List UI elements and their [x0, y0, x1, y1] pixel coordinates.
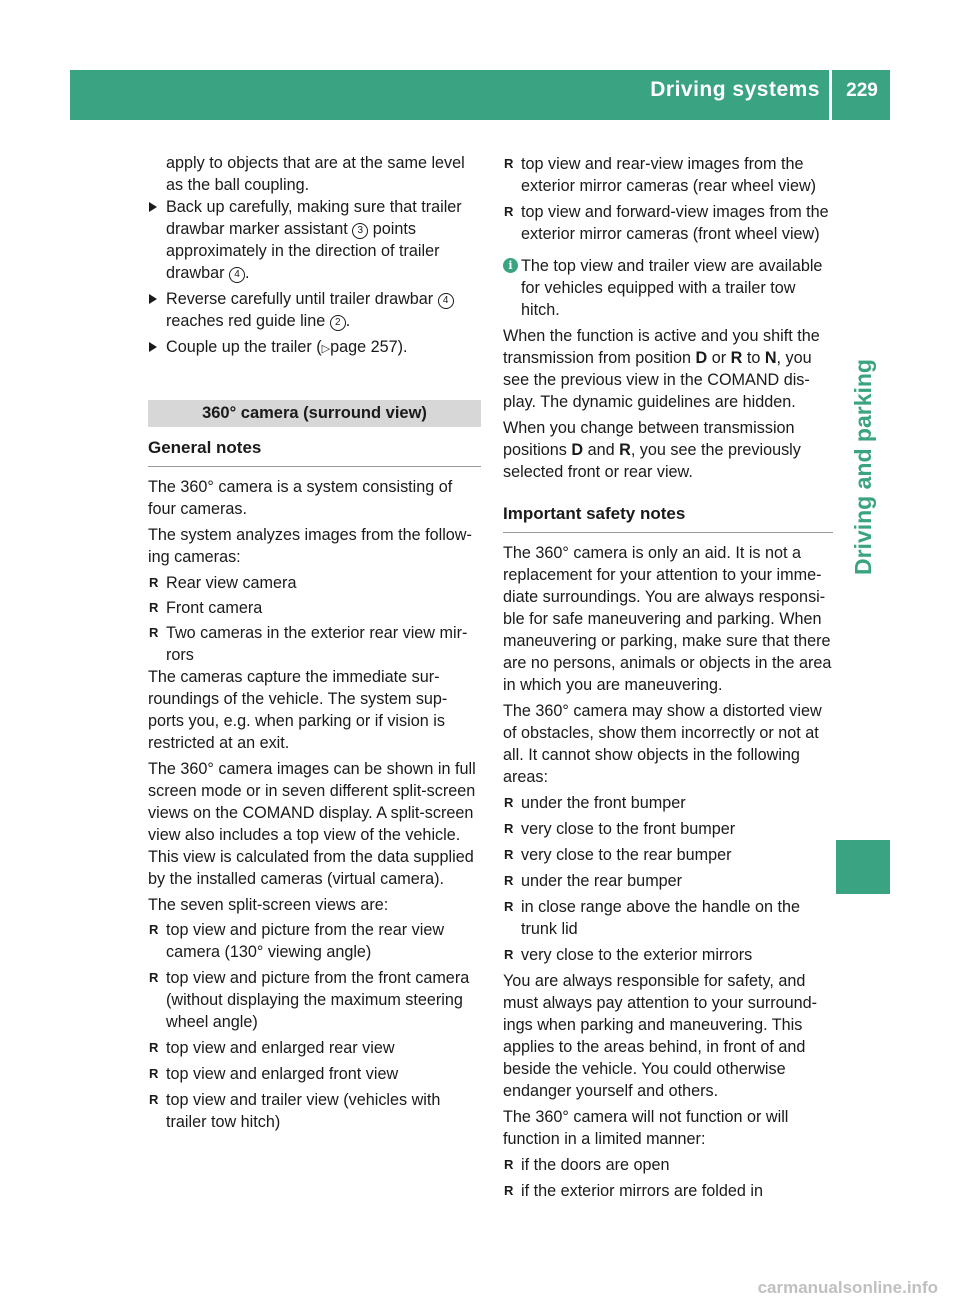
- paragraph: The cameras capture the immediate sur- roundings of the vehicle. The system sup- ports you, e.g. when parking or if vision is restricted at an exit.: [148, 668, 448, 752]
- list-item: R top view and picture from the front camera (without displaying the maximum steering wheel angle): [149, 969, 470, 1031]
- header-bar: [70, 70, 890, 120]
- header-divider: [829, 70, 832, 120]
- list-item: R Two cameras in the exterior rear view mir- rors: [149, 624, 468, 664]
- list-item: R very close to the exterior mirrors: [504, 946, 753, 964]
- page-ref-icon: ▷: [321, 343, 331, 355]
- paragraph: When you change between transmission positions D and R, you see the previously selected front or rear view.: [503, 419, 801, 481]
- paragraph: The 360° camera is only an aid. It is not a replacement for your attention to your imme- diate surroundings. You are always responsi- ble for safe maneuvering and parking. When maneuvering or parking, make sure that there are no persons, animals or objects in the area in which you are maneuvering.: [503, 544, 832, 694]
- left-column: [148, 152, 481, 1133]
- subheading-general-notes: General notes: [148, 437, 481, 467]
- side-tab-marker: [836, 840, 890, 894]
- marker-4: 4: [229, 267, 245, 283]
- section-title: Driving systems: [650, 78, 820, 101]
- step-item: Reverse carefully until trailer drawbar 4 reaches red guide line 2 .: [148, 288, 481, 332]
- list-item: R if the exterior mirrors are folded in: [504, 1182, 764, 1200]
- list-item: R in close range above the handle on the trunk lid: [504, 898, 800, 938]
- paragraph: When the function is active and you shift the transmission from position D or R to N, you see the previous view in the COMAND dis- play. The dynamic guidelines are hidden.: [503, 327, 820, 411]
- page-number: 229: [846, 80, 878, 101]
- list-item: R top view and trailer view (vehicles with trailer tow hitch): [149, 1091, 441, 1131]
- paragraph: The seven split-screen views are:: [148, 896, 389, 914]
- section-heading: 360° camera (surround view): [148, 400, 481, 427]
- watermark: carmanualsonline.info: [757, 1278, 938, 1297]
- paragraph: The 360° camera will not function or will function in a limited manner:: [503, 1108, 789, 1148]
- list-item: R Rear view camera: [149, 574, 297, 592]
- step-item: Back up carefully, making sure that trailer drawbar marker assistant 3 points approximately in the direction of trailer drawbar 4 .: [148, 196, 481, 284]
- list-item: R if the doors are open: [504, 1156, 670, 1174]
- right-column: [503, 153, 833, 1202]
- list-item: R Front camera: [149, 599, 263, 617]
- paragraph: The 360° camera is a system consisting of four cameras.: [148, 478, 453, 518]
- list-item: R under the rear bumper: [504, 872, 683, 890]
- list-item: R top view and picture from the rear view camera (130° viewing angle): [149, 921, 445, 961]
- side-tab: [836, 120, 890, 840]
- subheading-safety-notes: Important safety notes: [503, 503, 833, 533]
- list-item: R top view and enlarged front view: [149, 1065, 399, 1083]
- paragraph: You are always responsible for safety, and must always pay attention to your surround- ings when parking and maneuvering. This applies to the areas behind, in front of and beside the vehicle. You could otherwise endanger yourself and others.: [503, 972, 818, 1100]
- paragraph: The 360° camera images can be shown in full screen mode or in seven different split-screen views on the COMAND display. A split-screen view also includes a top view of the vehicle. This view is calculated from the data supplied by the installed cameras (virtual camera).: [148, 760, 476, 888]
- intro-continued: apply to objects that are at the same level as the ball coupling.: [166, 154, 465, 194]
- marker-4: 4: [438, 293, 454, 309]
- list-item: R top view and rear-view images from the exterior mirror cameras (rear wheel view): [504, 155, 817, 195]
- marker-3: 3: [352, 223, 368, 239]
- paragraph: The 360° camera may show a distorted view of obstacles, show them incorrectly or not at all. It cannot show objects in the following areas:: [503, 702, 822, 786]
- paragraph: The system analyzes images from the follow- ing cameras:: [148, 526, 472, 566]
- info-icon: i: [503, 258, 518, 273]
- list-item: R very close to the rear bumper: [504, 846, 732, 864]
- marker-2: 2: [330, 315, 346, 331]
- info-note: i The top view and trailer view are available for vehicles equipped with a trailer tow hitch.: [503, 255, 833, 321]
- list-item: R top view and forward-view images from the exterior mirror cameras (front wheel view): [504, 203, 829, 243]
- side-tab-label: Driving and parking: [850, 359, 876, 575]
- list-item: R under the front bumper: [504, 794, 686, 812]
- list-item: R top view and enlarged rear view: [149, 1039, 395, 1057]
- list-item: R very close to the front bumper: [504, 820, 736, 838]
- step-item[interactable]: Couple up the trailer (▷page 257).: [148, 336, 481, 360]
